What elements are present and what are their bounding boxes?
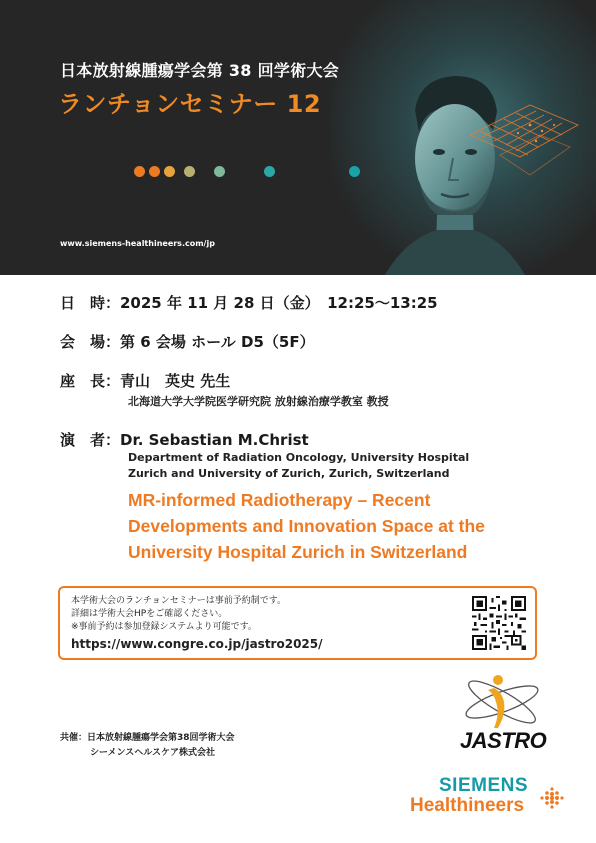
speaker-name: Dr. Sebastian M.Christ [120, 431, 309, 449]
dot-7 [349, 166, 360, 177]
speaker-row [60, 429, 309, 450]
conference-title: 日本放射線腫瘍学会第 38 回学術大会 [60, 61, 340, 80]
decorative-dots [134, 166, 374, 180]
speaker-affiliation-line2: Zurich and University of Zurich, Zurich, Switzerland [128, 467, 450, 480]
talk-title-line3: University Hospital Zurich in Switzerland [128, 542, 468, 562]
healthineers-wordmark: Healthineers [410, 795, 525, 816]
jastro-logo-text: JASTRO [460, 728, 547, 753]
notice-line3: ※事前予約は参加登録システムより可能です。 [71, 622, 257, 632]
speaker-label: 演 者： [60, 431, 121, 449]
dot-6 [264, 166, 275, 177]
qr-code-icon[interactable] [472, 596, 526, 650]
orange-grid-graphic [470, 95, 580, 185]
jastro-logo [458, 672, 548, 754]
notice-line1: 本学術大会のランチョンセミナーは事前予約制です。 [71, 596, 287, 606]
website-url[interactable]: www.siemens-healthineers.com/jp [60, 239, 215, 248]
venue-row [60, 331, 315, 352]
talk-title-line1: MR-informed Radiotherapy – Recent [128, 490, 431, 510]
cohost-line1 [60, 730, 235, 743]
dot-3 [164, 166, 175, 177]
date-row [60, 292, 438, 313]
talk-title-line2: Developments and Innovation Space at the [128, 516, 485, 536]
notice-line2: 詳細は学術大会HPをご確認ください。 [71, 609, 228, 619]
dot-4 [184, 166, 195, 177]
healthineers-dots-icon [538, 785, 564, 811]
chair-affiliation: 北海道大学大学院医学研究院 放射線治療学教室 教授 [128, 395, 389, 408]
cohost-1: 日本放射線腫瘍学会第38回学術大会 [87, 733, 235, 743]
date-label: 日 時： [60, 294, 121, 312]
seminar-title: ランチョンセミナー 12 [58, 90, 322, 118]
date-value: 2025 年 11 月 28 日（金） 12:25～13:25 [120, 294, 438, 312]
venue-label: 会 場： [60, 333, 121, 351]
chair-name: 青山 英史 先生 [120, 372, 231, 390]
dot-5 [214, 166, 225, 177]
chair-row [60, 370, 230, 391]
dot-2 [149, 166, 160, 177]
reservation-notice [58, 586, 537, 660]
cohost-2: シーメンスヘルスケア株式会社 [90, 748, 216, 758]
chair-label: 座 長： [60, 372, 121, 390]
dot-1 [134, 166, 145, 177]
cohost-label: 共催： [60, 733, 88, 743]
jastro-emblem-icon [458, 672, 548, 732]
siemens-wordmark: SIEMENS [439, 775, 529, 796]
speaker-affiliation-line1: Department of Radiation Oncology, University Hospital [128, 451, 470, 464]
header-banner [0, 0, 596, 275]
registration-url[interactable]: https://www.congre.co.jp/jastro2025/ [71, 637, 323, 651]
venue-value: 第 6 会場 ホール D5（5F） [120, 333, 315, 351]
